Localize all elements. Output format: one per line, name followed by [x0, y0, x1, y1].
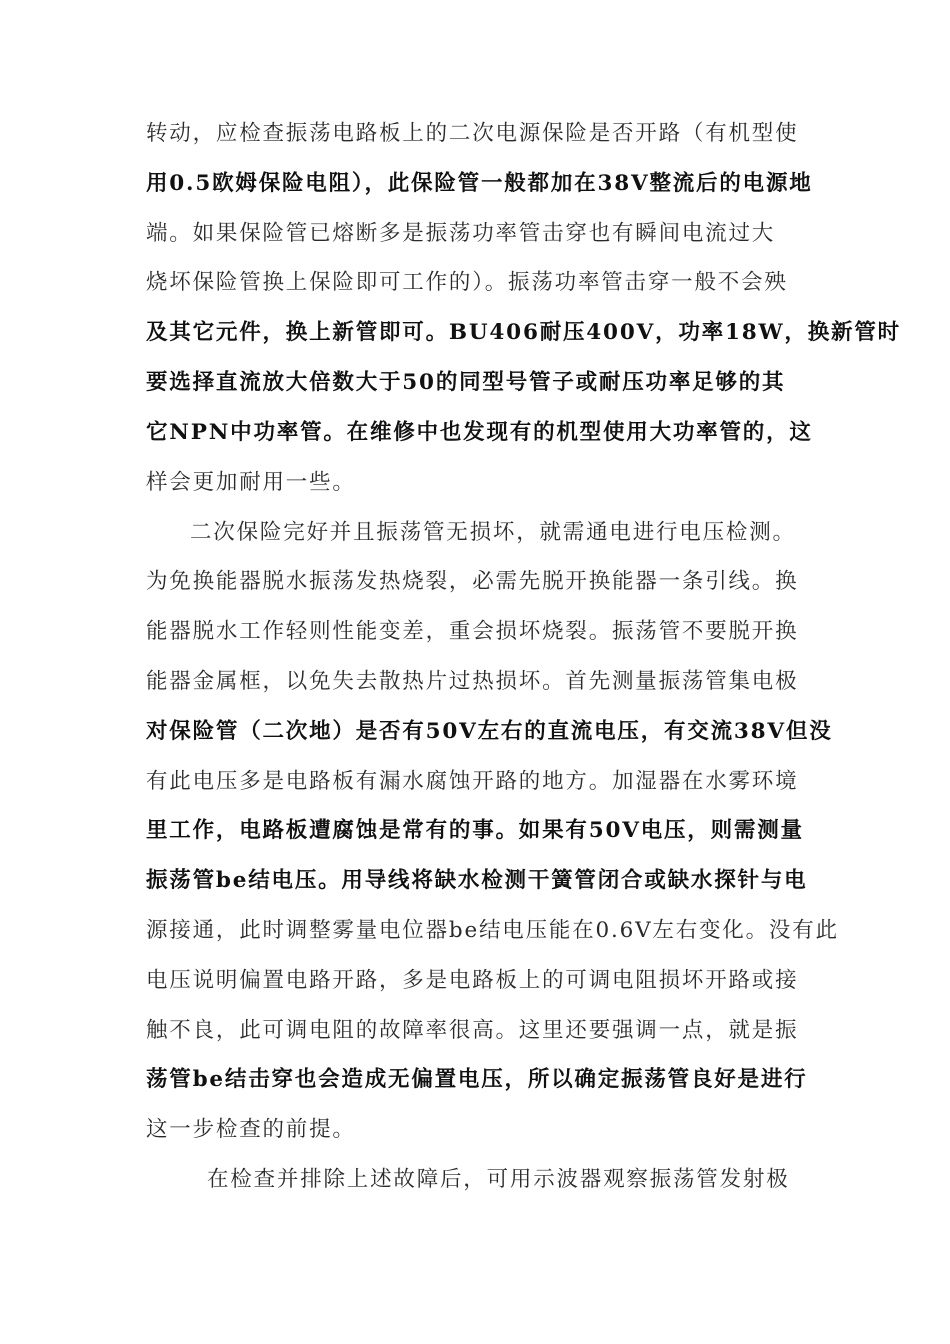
text-line: 振荡管be结电压。用导线将缺水检测干簧管闭合或缺水探针与电 — [146, 868, 808, 893]
paragraph-start-line: 二次保险完好并且振荡管无损坏，就需通电进行电压检测。 — [190, 520, 796, 545]
text-line: 源接通，此时调整雾量电位器be结电压能在0.6V左右变化。没有此 — [146, 918, 839, 943]
text-line: 转动，应检查振荡电路板上的二次电源保险是否开路（有机型使 — [146, 121, 799, 146]
text-line: 样会更加耐用一些。 — [146, 470, 356, 495]
text-line: 电压说明偏置电路开路，多是电路板上的可调电阻损坏开路或接 — [146, 968, 799, 993]
text-line: 触不良，此可调电阻的故障率很高。这里还要强调一点，就是振 — [146, 1018, 799, 1043]
paragraph-start-line: 在检查并排除上述故障后，可用示波器观察振荡管发射极 — [207, 1167, 790, 1192]
text-line: 能器金属框，以免失去散热片过热损坏。首先测量振荡管集电极 — [146, 669, 799, 694]
text-line: 要选择直流放大倍数大于50的同型号管子或耐压功率足够的其 — [146, 370, 786, 395]
text-line: 端。如果保险管已熔断多是振荡功率管击穿也有瞬间电流过大 — [146, 221, 776, 246]
text-line: 它NPN中功率管。在维修中也发现有的机型使用大功率管的，这 — [146, 420, 813, 445]
text-line: 为免换能器脱水振荡发热烧裂，必需先脱开换能器一条引线。换 — [146, 569, 799, 594]
text-line: 能器脱水工作轻则性能变差，重会损坏烧裂。振荡管不要脱开换 — [146, 619, 799, 644]
text-line: 有此电压多是电路板有漏水腐蚀开路的地方。加湿器在水雾环境 — [146, 769, 799, 794]
text-line: 这一步检查的前提。 — [146, 1117, 356, 1142]
text-line: 及其它元件，换上新管即可。BU406耐压400V，功率18W，换新管时 — [146, 320, 901, 345]
text-line: 里工作，电路板遭腐蚀是常有的事。如果有50V电压，则需测量 — [146, 818, 804, 843]
text-line: 用0.5欧姆保险电阻），此保险管一般都加在38V整流后的电源地 — [146, 171, 813, 196]
text-line: 荡管be结击穿也会造成无偏置电压，所以确定振荡管良好是进行 — [146, 1067, 808, 1092]
text-line: 烧坏保险管换上保险即可工作的）。振荡功率管击穿一般不会殃 — [146, 270, 788, 295]
text-line: 对保险管（二次地）是否有50V左右的直流电压，有交流38V但没 — [146, 719, 833, 744]
